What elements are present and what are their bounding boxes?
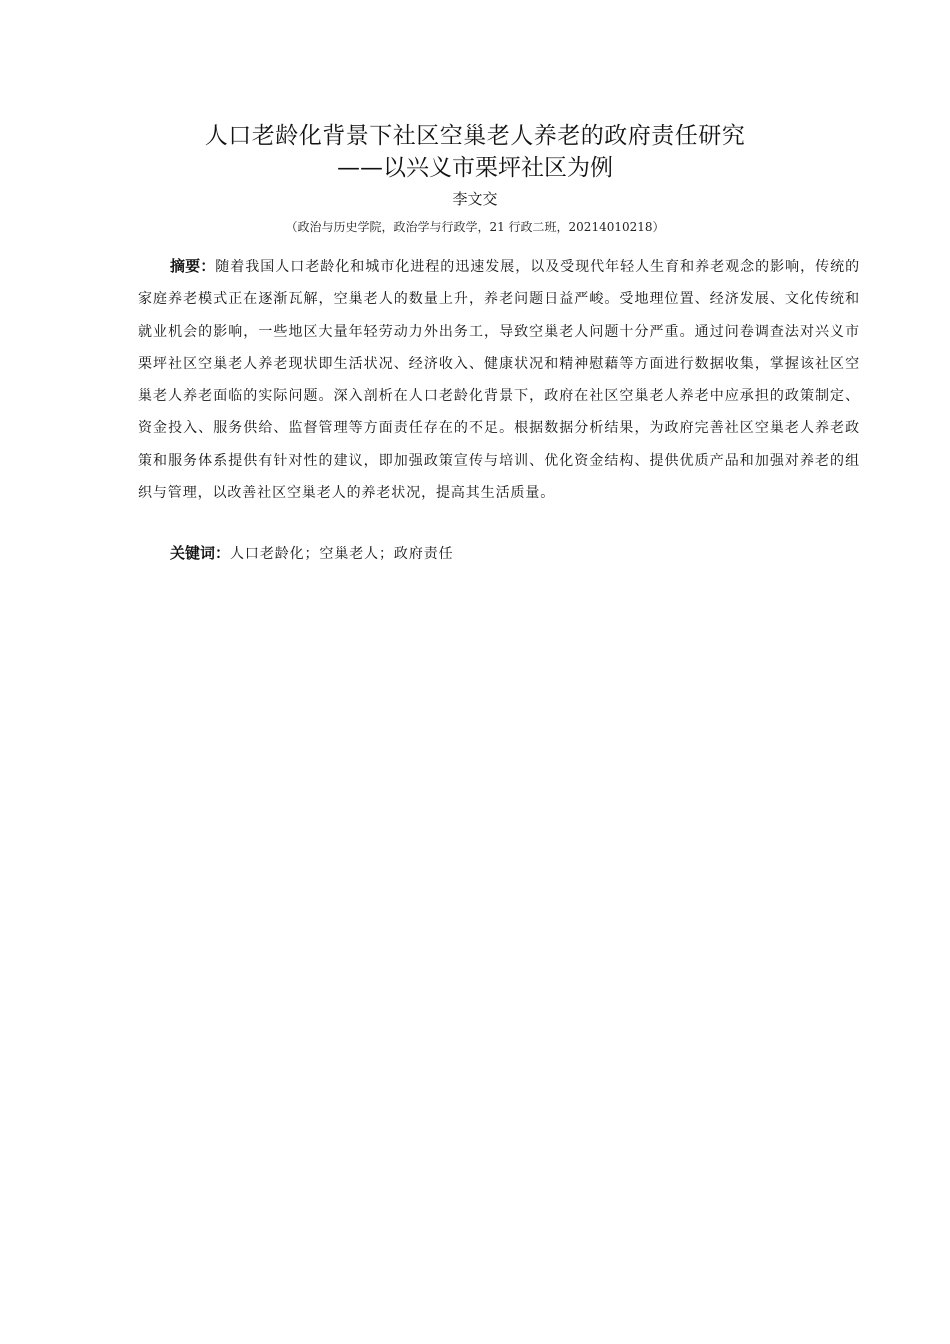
keywords-text: 人口老龄化；空巢老人；政府责任 — [230, 546, 454, 562]
paper-title: 人口老龄化背景下社区空巢老人养老的政府责任研究 — [204, 123, 746, 149]
abstract-section — [138, 250, 860, 509]
keywords-label: 关键词： — [170, 544, 231, 562]
abstract-label: 摘要： — [170, 257, 216, 275]
author-name: 李文交 — [452, 190, 498, 208]
abstract-paragraph — [138, 250, 860, 509]
keywords-section — [138, 538, 860, 569]
author-affiliation: （政治与历史学院，政治学与行政学，21 行政二班，20214010218） — [285, 220, 665, 234]
abstract-text: 随着我国人口老龄化和城市化进程的迅速发展，以及受现代年轻人生育和养老观念的影响，传统的家庭养老模式正在逐渐瓦解，空巢老人的数量上升，养老问题日益严峻。受地理位置、经济发展、文化传统和就业机会的影响，一些地区大量年轻劳动力外出务工，导致空巢老人问题十分严重。通过问卷调查法对兴义市栗坪社区空巢老人养老现状即生活状况、经济收入、健康状况和精神慰藉等方面进行数据收集，掌握该社区空巢老人养老面临的实际问题。深入剖析在人口老龄化背景下，政府在社区空巢老人养老中应承担的政策制定、资金投入、服务供给、监督管理等方面责任存在的不足。根据数据分析结果，为政府完善社区空巢老人养老政策和服务体系提供有针对性的建议，即加强政策宣传与培训、优化资金结构、提供优质产品和加强对养老的组织与管理，以改善社区空巢老人的养老状况，提高其生活质量。 — [138, 259, 860, 502]
title-block — [0, 120, 950, 236]
paper-subtitle: ——以兴义市栗坪社区为例 — [337, 155, 613, 181]
